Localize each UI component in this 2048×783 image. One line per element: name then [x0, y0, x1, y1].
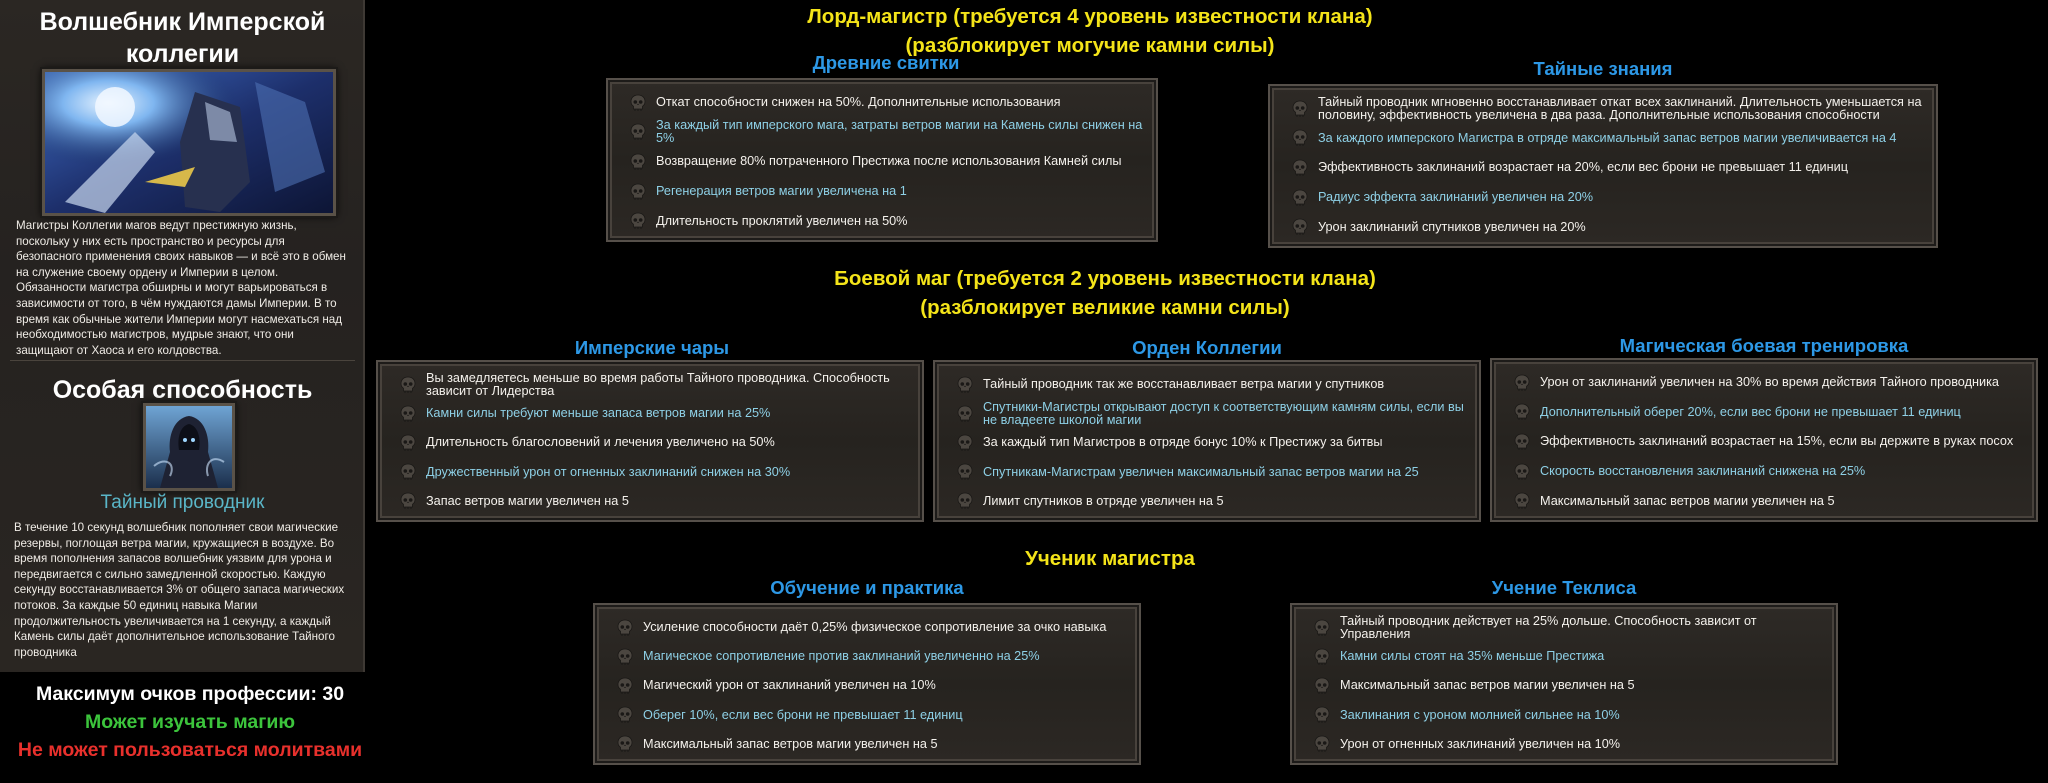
skill-item-text: Магический урон от заклинаний увеличен на 10% [643, 678, 936, 693]
skill-item[interactable] [630, 118, 1148, 148]
skill-item[interactable] [1514, 486, 2028, 516]
skill-item[interactable] [1314, 613, 1828, 642]
skill-item[interactable] [630, 206, 1148, 236]
skull-icon [957, 434, 973, 452]
section-title-imperial: Имперские чары [574, 337, 730, 358]
skull-icon [1314, 619, 1330, 637]
skill-item[interactable] [617, 701, 1131, 730]
skill-item-text: Максимальный запас ветров магии увеличен на 5 [1340, 678, 1635, 693]
career-description: Магистры Коллегии магов ведут престижную жизнь, поскольку у них есть пространство и ресурсы для безопасного применения своих навыков — и всё это в обмен на служение своему ордену и Империи в целом. Обязанности магистра обширны и могут варьироваться в зависимости от того, в чём нуждаются дамы Империи. В то время как обычные жители Империи могут насмехаться над необходимостью магистров, мудрые знают, что они защищают от Хаоса и его колдовства. [16, 219, 346, 357]
skill-item-text: Оберег 10%, если вес брони не превышает 11 единиц [643, 707, 963, 722]
ability-icon-frame [143, 403, 235, 491]
skill-item[interactable] [1292, 153, 1928, 183]
skull-icon [1514, 403, 1530, 421]
skill-item[interactable] [400, 458, 914, 487]
skull-icon [400, 434, 416, 452]
skill-item[interactable] [617, 642, 1131, 671]
skill-item[interactable] [400, 399, 914, 428]
skull-icon [617, 619, 633, 637]
skill-item-text: Эффективность заклинаний возрастает на 20%, если вес брони не превышает 11 единиц [1318, 160, 1848, 175]
skill-item[interactable] [630, 177, 1148, 207]
skill-item-text: Возвращение 80% потраченного Престижа после использования Камней силы [656, 154, 1122, 169]
ability-description: В течение 10 секунд волшебник пополняет свои магические резервы, поглощая ветра магии, кружащиеся в воздухе. Во время пополнения запасов волшебник уязвим для урона и передвигается с сильно замедленной скоростью. Каждую секунду восстанавливается 3% от общего запаса магических потоков. За каждые 50 единиц навыка Магии продолжительность увеличивается на 1 секунду, а каждый Камень силы даёт дополнительное использование Тайного проводника [14, 521, 345, 659]
skill-item-text: Камни силы стоят на 35% меньше Престижа [1340, 649, 1605, 664]
skill-item-text: Лимит спутников в отряде увеличен на 5 [983, 493, 1224, 508]
skill-box-combat [1490, 358, 2038, 522]
skull-icon [617, 706, 633, 724]
skill-item[interactable] [1314, 701, 1828, 730]
skill-item-text: За каждого имперского Магистра в отряде максимальный запас ветров магии увеличивается на 4 [1318, 130, 1897, 145]
skill-item[interactable] [1292, 212, 1928, 242]
skill-item[interactable] [617, 730, 1131, 759]
skill-item[interactable] [957, 399, 1471, 428]
skill-item-text: Дружественный урон от огненных заклинаний снижен на 30% [426, 464, 791, 479]
skill-item[interactable] [400, 428, 914, 457]
max-profession-points: Максимум очков профессии: 30 [35, 683, 345, 705]
skull-icon [1514, 374, 1530, 392]
skull-icon [1314, 677, 1330, 695]
skull-icon [957, 463, 973, 481]
skill-item-text: Тайный проводник действует на 25% дольше. Способность зависит от Управления [1340, 613, 1757, 641]
skull-icon [1292, 100, 1308, 118]
career-info-panel [0, 0, 365, 672]
skill-item-text: Урон от заклинаний увеличен на 30% во время действия Тайного проводника [1540, 375, 1999, 390]
skill-item-text: Регенерация ветров магии увеличена на 1 [656, 184, 907, 199]
skull-icon [1514, 463, 1530, 481]
skull-icon [630, 123, 646, 141]
skill-item[interactable] [617, 671, 1131, 700]
skull-icon [1314, 706, 1330, 724]
skull-icon [400, 463, 416, 481]
skill-item[interactable] [1292, 124, 1928, 154]
skill-item[interactable] [1314, 642, 1828, 671]
skull-icon [1292, 129, 1308, 147]
cannot-use-prayers: Не может пользоваться молитвами [17, 739, 363, 761]
skull-icon [1314, 735, 1330, 753]
tier-battle-heading [800, 264, 1410, 322]
tier-lord-line1: Лорд-магистр (требуется 4 уровень известности клана) [807, 5, 1373, 28]
skill-item[interactable] [1514, 427, 2028, 457]
skill-item-text: Длительность проклятий увеличен на 50% [656, 213, 908, 228]
skill-item[interactable] [957, 487, 1471, 516]
skill-item[interactable] [1292, 183, 1928, 213]
skull-icon [617, 735, 633, 753]
skill-item-text: Спутники-Магистры открывают доступ к соответствующим камням силы, если вы не владеете школой магии [983, 399, 1464, 427]
skill-item-text: Длительность благословений и лечения увеличено на 50% [426, 435, 775, 450]
tier-apprentice-heading: Ученик магистра [1025, 547, 1195, 570]
skill-item[interactable] [1314, 671, 1828, 700]
wizard-portrait [42, 69, 336, 216]
skill-box-teclis [1290, 603, 1838, 765]
skull-icon [1292, 189, 1308, 207]
skill-item-text: Усиление способности даёт 0,25% физическое сопротивление за очко навыка [643, 620, 1107, 635]
skull-icon [400, 492, 416, 510]
section-title-order: Орден Коллегии [1132, 337, 1282, 358]
skill-item[interactable] [957, 458, 1471, 487]
skill-item[interactable] [1314, 730, 1828, 759]
divider [10, 360, 355, 361]
section-title-practice: Обучение и практика [770, 577, 964, 598]
skill-box-order [933, 360, 1481, 522]
skill-item-text: Скорость восстановления заклинаний снижена на 25% [1540, 464, 1866, 479]
skill-item[interactable] [630, 147, 1148, 177]
skill-box-practice [593, 603, 1141, 765]
skill-item-text: Радиус эффекта заклинаний увеличен на 20% [1318, 190, 1594, 205]
special-ability-title: Особая способность [52, 376, 313, 404]
skill-item-text: Спутникам-Магистрам увеличен максимальный запас ветров магии на 25 [983, 464, 1419, 479]
skull-icon [617, 648, 633, 666]
tier-lord-line2: (разблокирует могучие камни силы) [905, 34, 1275, 57]
skill-item-text: Магическое сопротивление против заклинаний увеличенно на 25% [643, 649, 1040, 664]
skill-item-text: Тайный проводник мгновенно восстанавливает откат всех заклинаний. Длительность уменьшается на половину, эффективность увеличена в два раза. Дополнительные использования способности [1318, 94, 1922, 122]
skull-icon [630, 94, 646, 112]
skill-item-text: Вы замедляетесь меньше во время работы Тайного проводника. Способность зависит от Лидерства [426, 370, 890, 398]
section-title-secret: Тайные знания [1533, 58, 1673, 79]
skill-item[interactable] [1514, 457, 2028, 487]
skill-item[interactable] [630, 88, 1148, 118]
skull-icon [1514, 492, 1530, 510]
skill-item[interactable] [617, 613, 1131, 642]
skill-item-text: Урон заклинаний спутников увеличен на 20% [1318, 219, 1586, 234]
ability-name: Тайный проводник [100, 492, 265, 513]
skill-item[interactable] [400, 370, 914, 399]
skill-item-text: Дополнительный оберег 20%, если вес брони не превышает 11 единиц [1540, 404, 1961, 419]
skill-item-text: За каждый тип Магистров в отряде бонус 10% к Престижу за битвы [983, 435, 1383, 450]
skull-icon [400, 376, 416, 394]
skill-item[interactable] [1514, 398, 2028, 428]
skull-icon [1292, 159, 1308, 177]
tier-battle-line2: (разблокирует великие камни силы) [920, 296, 1290, 319]
tier-battle-line1: Боевой маг (требуется 2 уровень известности клана) [834, 267, 1376, 290]
skull-icon [1514, 433, 1530, 451]
can-learn-magic: Может изучать магию [85, 711, 295, 733]
skill-box-ancient [606, 78, 1158, 242]
skill-item-text: Максимальный запас ветров магии увеличен на 5 [643, 736, 938, 751]
skull-icon [630, 183, 646, 201]
skill-item[interactable] [957, 428, 1471, 457]
section-title-ancient: Древние свитки [812, 52, 960, 73]
skull-icon [617, 677, 633, 695]
skill-box-secret [1268, 84, 1938, 248]
skull-icon [1314, 648, 1330, 666]
section-title-combat: Магическая боевая тренировка [1619, 335, 1909, 356]
skill-item-text: Откат способности снижен на 50%. Дополнительные использования [656, 95, 1061, 110]
skull-icon [957, 376, 973, 394]
skull-icon [630, 212, 646, 230]
skill-item-text: Заклинания с уроном молнией сильнее на 10% [1340, 707, 1620, 722]
skill-item-text: За каждый тип имперского мага, затраты ветров магии на Камень силы снижен на 5% [656, 118, 1143, 146]
wizard-portrait-image [45, 72, 333, 213]
skill-item[interactable] [400, 487, 914, 516]
hooded-figure-icon [146, 406, 232, 488]
skull-icon [630, 153, 646, 171]
skill-box-imperial [376, 360, 924, 522]
skill-item-text: Эффективность заклинаний возрастает на 15%, если вы держите в руках посох [1540, 434, 2014, 449]
section-title-teclis: Учение Теклиса [1491, 577, 1637, 598]
skill-item[interactable] [957, 370, 1471, 399]
career-title: Волшебник Имперской коллегии [39, 8, 326, 68]
skill-item[interactable] [1292, 94, 1928, 124]
skill-item-text: Урон от огненных заклинаний увеличен на 10% [1340, 736, 1621, 751]
skull-icon [1292, 218, 1308, 236]
skill-item-text: Запас ветров магии увеличен на 5 [426, 493, 629, 508]
skill-item[interactable] [1514, 368, 2028, 398]
skill-item-text: Тайный проводник так же восстанавливает ветра магии у спутников [983, 377, 1385, 392]
skull-icon [957, 405, 973, 423]
skill-item-text: Камни силы требуют меньше запаса ветров магии на 25% [426, 406, 771, 421]
skull-icon [400, 405, 416, 423]
skill-item-text: Максимальный запас ветров магии увеличен на 5 [1540, 493, 1835, 508]
skull-icon [957, 492, 973, 510]
